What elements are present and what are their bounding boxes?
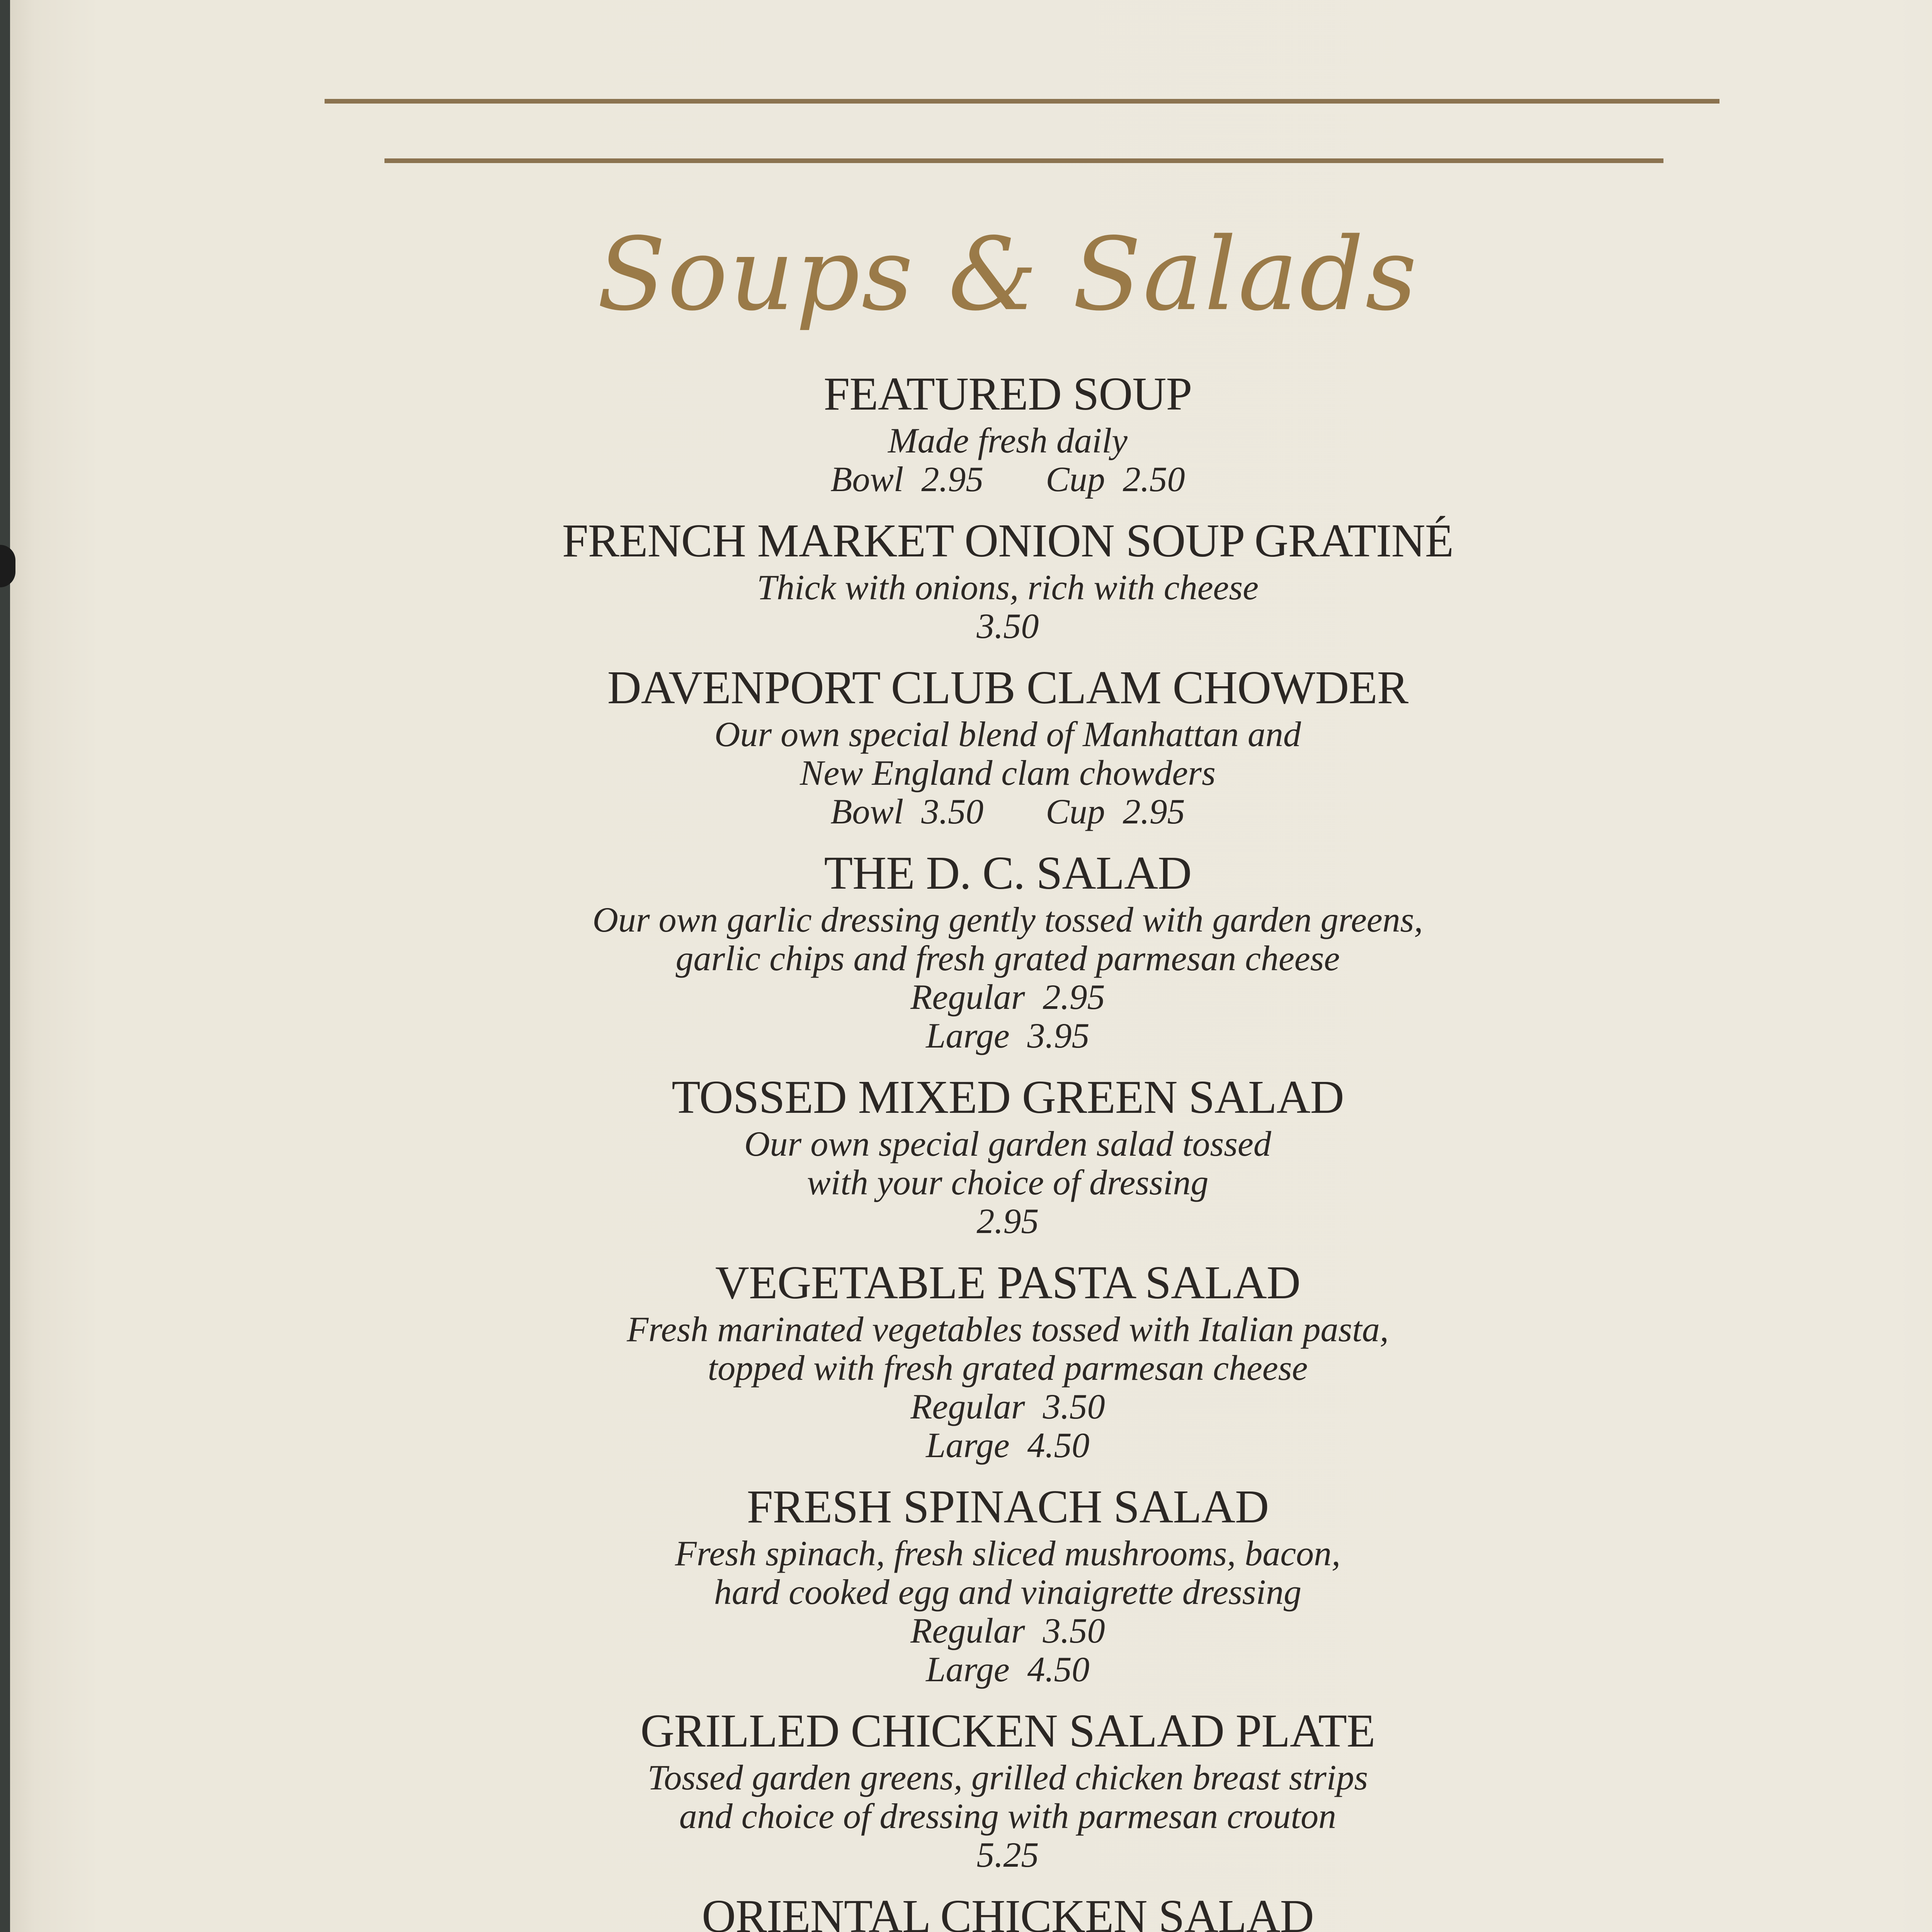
- menu-item-description-line: Fresh spinach, fresh sliced mushrooms, bacon,: [675, 1534, 1341, 1573]
- menu-item-description-line: Regular 3.50: [910, 1387, 1105, 1426]
- menu-item-name: FRESH SPINACH SALAD: [747, 1481, 1269, 1533]
- menu-item-description-line: Regular 3.50: [910, 1611, 1105, 1650]
- menu-item: [0, 514, 1932, 645]
- menu-items-list: [0, 367, 1932, 1932]
- menu-item: [0, 1889, 1932, 1932]
- menu-item-description-line: garlic chips and fresh grated parmesan cheese: [675, 939, 1340, 978]
- menu-item-description-line: and choice of dressing with parmesan crouton: [679, 1796, 1337, 1836]
- top-rule-outer: [325, 99, 1719, 104]
- menu-item-description-line: Our own garlic dressing gently tossed with garden greens,: [592, 900, 1423, 939]
- menu-item-description-line: Bowl 3.50 Cup 2.95: [830, 792, 1185, 831]
- menu-item-description-line: Our own special blend of Manhattan and: [714, 714, 1301, 754]
- top-rule-inner: [384, 158, 1663, 163]
- menu-item: [0, 846, 1932, 1055]
- menu-item: [0, 661, 1932, 831]
- menu-item-description-line: 3.50: [976, 606, 1039, 646]
- menu-item-name: ORIENTAL CHICKEN SALAD: [702, 1890, 1314, 1932]
- menu-item-description-line: Bowl 2.95 Cup 2.50: [830, 459, 1185, 499]
- menu-item-description-line: hard cooked egg and vinaigrette dressing: [714, 1572, 1302, 1612]
- menu-item-description-line: 5.25: [976, 1835, 1039, 1874]
- menu-item-description-line: Tossed garden greens, grilled chicken breast strips: [647, 1758, 1368, 1797]
- menu-section-title: Soups & Salads: [597, 216, 1418, 333]
- menu-item-description-line: Regular 2.95: [910, 977, 1105, 1017]
- menu-item: [0, 1480, 1932, 1689]
- menu-item-description-line: Large 3.95: [926, 1016, 1090, 1055]
- menu-item-description-line: Large 4.50: [926, 1650, 1090, 1689]
- menu-item-name: FRENCH MARKET ONION SOUP GRATINÉ: [562, 515, 1454, 567]
- menu-item-name: TOSSED MIXED GREEN SALAD: [672, 1071, 1344, 1123]
- menu-item: [0, 1704, 1932, 1874]
- menu-item-name: DAVENPORT CLUB CLAM CHOWDER: [607, 662, 1408, 714]
- menu-item: [0, 1070, 1932, 1240]
- menu-item-name: VEGETABLE PASTA SALAD: [715, 1257, 1300, 1309]
- menu-item-description-line: Made fresh daily: [888, 421, 1128, 460]
- menu-item-description-line: Large 4.50: [926, 1425, 1090, 1465]
- menu-item-name: THE D. C. SALAD: [824, 847, 1192, 899]
- menu-item-description-line: with your choice of dressing: [807, 1163, 1209, 1202]
- menu-item-description-line: topped with fresh grated parmesan cheese: [707, 1348, 1308, 1388]
- menu-item: [0, 367, 1932, 498]
- menu-item-name: FEATURED SOUP: [823, 368, 1192, 420]
- menu-item-description-line: Fresh marinated vegetables tossed with Italian pasta,: [627, 1310, 1389, 1349]
- menu-item-name: GRILLED CHICKEN SALAD PLATE: [640, 1705, 1375, 1757]
- menu-item-description-line: 2.95: [976, 1201, 1039, 1241]
- menu-item-description-line: New England clam chowders: [800, 753, 1216, 793]
- menu-item-description-line: Our own special garden salad tossed: [744, 1124, 1271, 1163]
- menu-item: [0, 1256, 1932, 1464]
- menu-item-description-line: Thick with onions, rich with cheese: [757, 568, 1259, 607]
